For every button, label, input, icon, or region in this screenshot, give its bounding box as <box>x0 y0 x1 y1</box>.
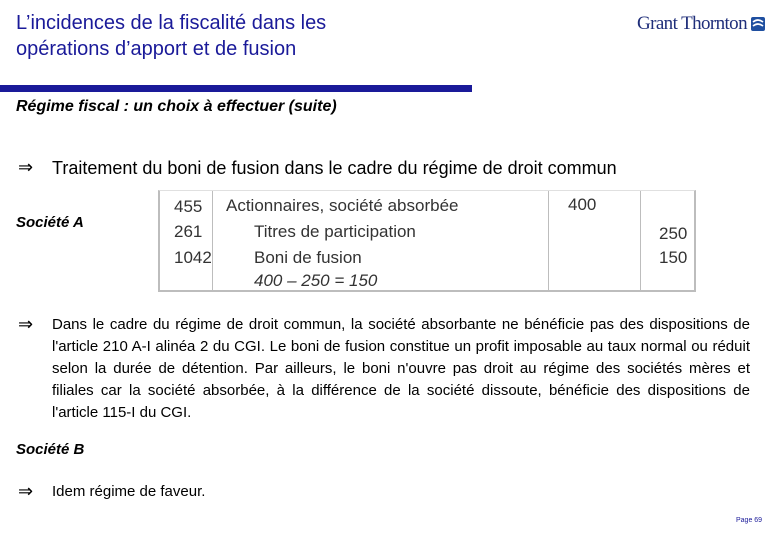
journal-entry-table <box>158 190 696 292</box>
credit-amount: 250 <box>659 224 688 243</box>
account-label: Boni de fusion <box>254 248 362 267</box>
debit-amount: 400 <box>568 195 597 214</box>
logo-text: Grant Thornton <box>637 13 747 34</box>
account-number: 1042 <box>174 248 212 267</box>
credit-amount: 150 <box>659 248 688 267</box>
column-divider <box>548 191 549 290</box>
title-divider <box>0 85 472 92</box>
bullet-droit-commun <box>18 314 758 424</box>
account-label: Actionnaires, société absorbée <box>226 196 459 215</box>
slide-title <box>16 10 576 62</box>
grant-thornton-logo <box>637 13 765 35</box>
bullet-text: Idem régime de faveur. <box>52 483 206 500</box>
arrow-bullet-icon: ⇒ <box>18 157 34 177</box>
slide-title-line-2: opérations d’apport et de fusion <box>16 38 297 60</box>
bullet-text: Traitement du boni de fusion dans le cadre du régime de droit commun <box>52 158 617 178</box>
bullet-idem-regime <box>18 481 205 503</box>
slide-title-line-1: L’incidences de la fiscalité dans les <box>16 12 327 34</box>
page-number: Page 69 <box>736 517 763 524</box>
column-divider <box>640 191 641 290</box>
societe-b-label: Société B <box>16 441 85 458</box>
column-divider <box>212 191 213 290</box>
account-number: 261 <box>174 222 203 241</box>
boni-calculation: 400 – 250 = 150 <box>254 271 378 290</box>
account-label: Titres de participation <box>254 222 416 241</box>
grant-thornton-emblem-icon <box>751 17 765 31</box>
account-number: 455 <box>174 197 203 216</box>
arrow-bullet-icon: ⇒ <box>18 314 34 334</box>
societe-a-label: Société A <box>16 214 84 231</box>
bullet-boni-traitement <box>18 157 617 179</box>
bullet-text: Dans le cadre du régime de droit commun, la société absorbante ne bénéficie pas des dispositions de l'article 210 A-I alinéa 2 du CGI. Le boni de fusion constitue un profit imposable au taux normal ou réduit selon la durée de détention. Par ailleurs, le boni n'ouvre pas droit au régime des sociétés mères et filiales car la société absorbée, à la différence de la société dissoute, bénéficie des dispositions de l'article 115-I du CGI. <box>52 316 750 421</box>
arrow-bullet-icon: ⇒ <box>18 481 34 501</box>
section-subtitle: Régime fiscal : un choix à effectuer (suite) <box>16 98 337 115</box>
